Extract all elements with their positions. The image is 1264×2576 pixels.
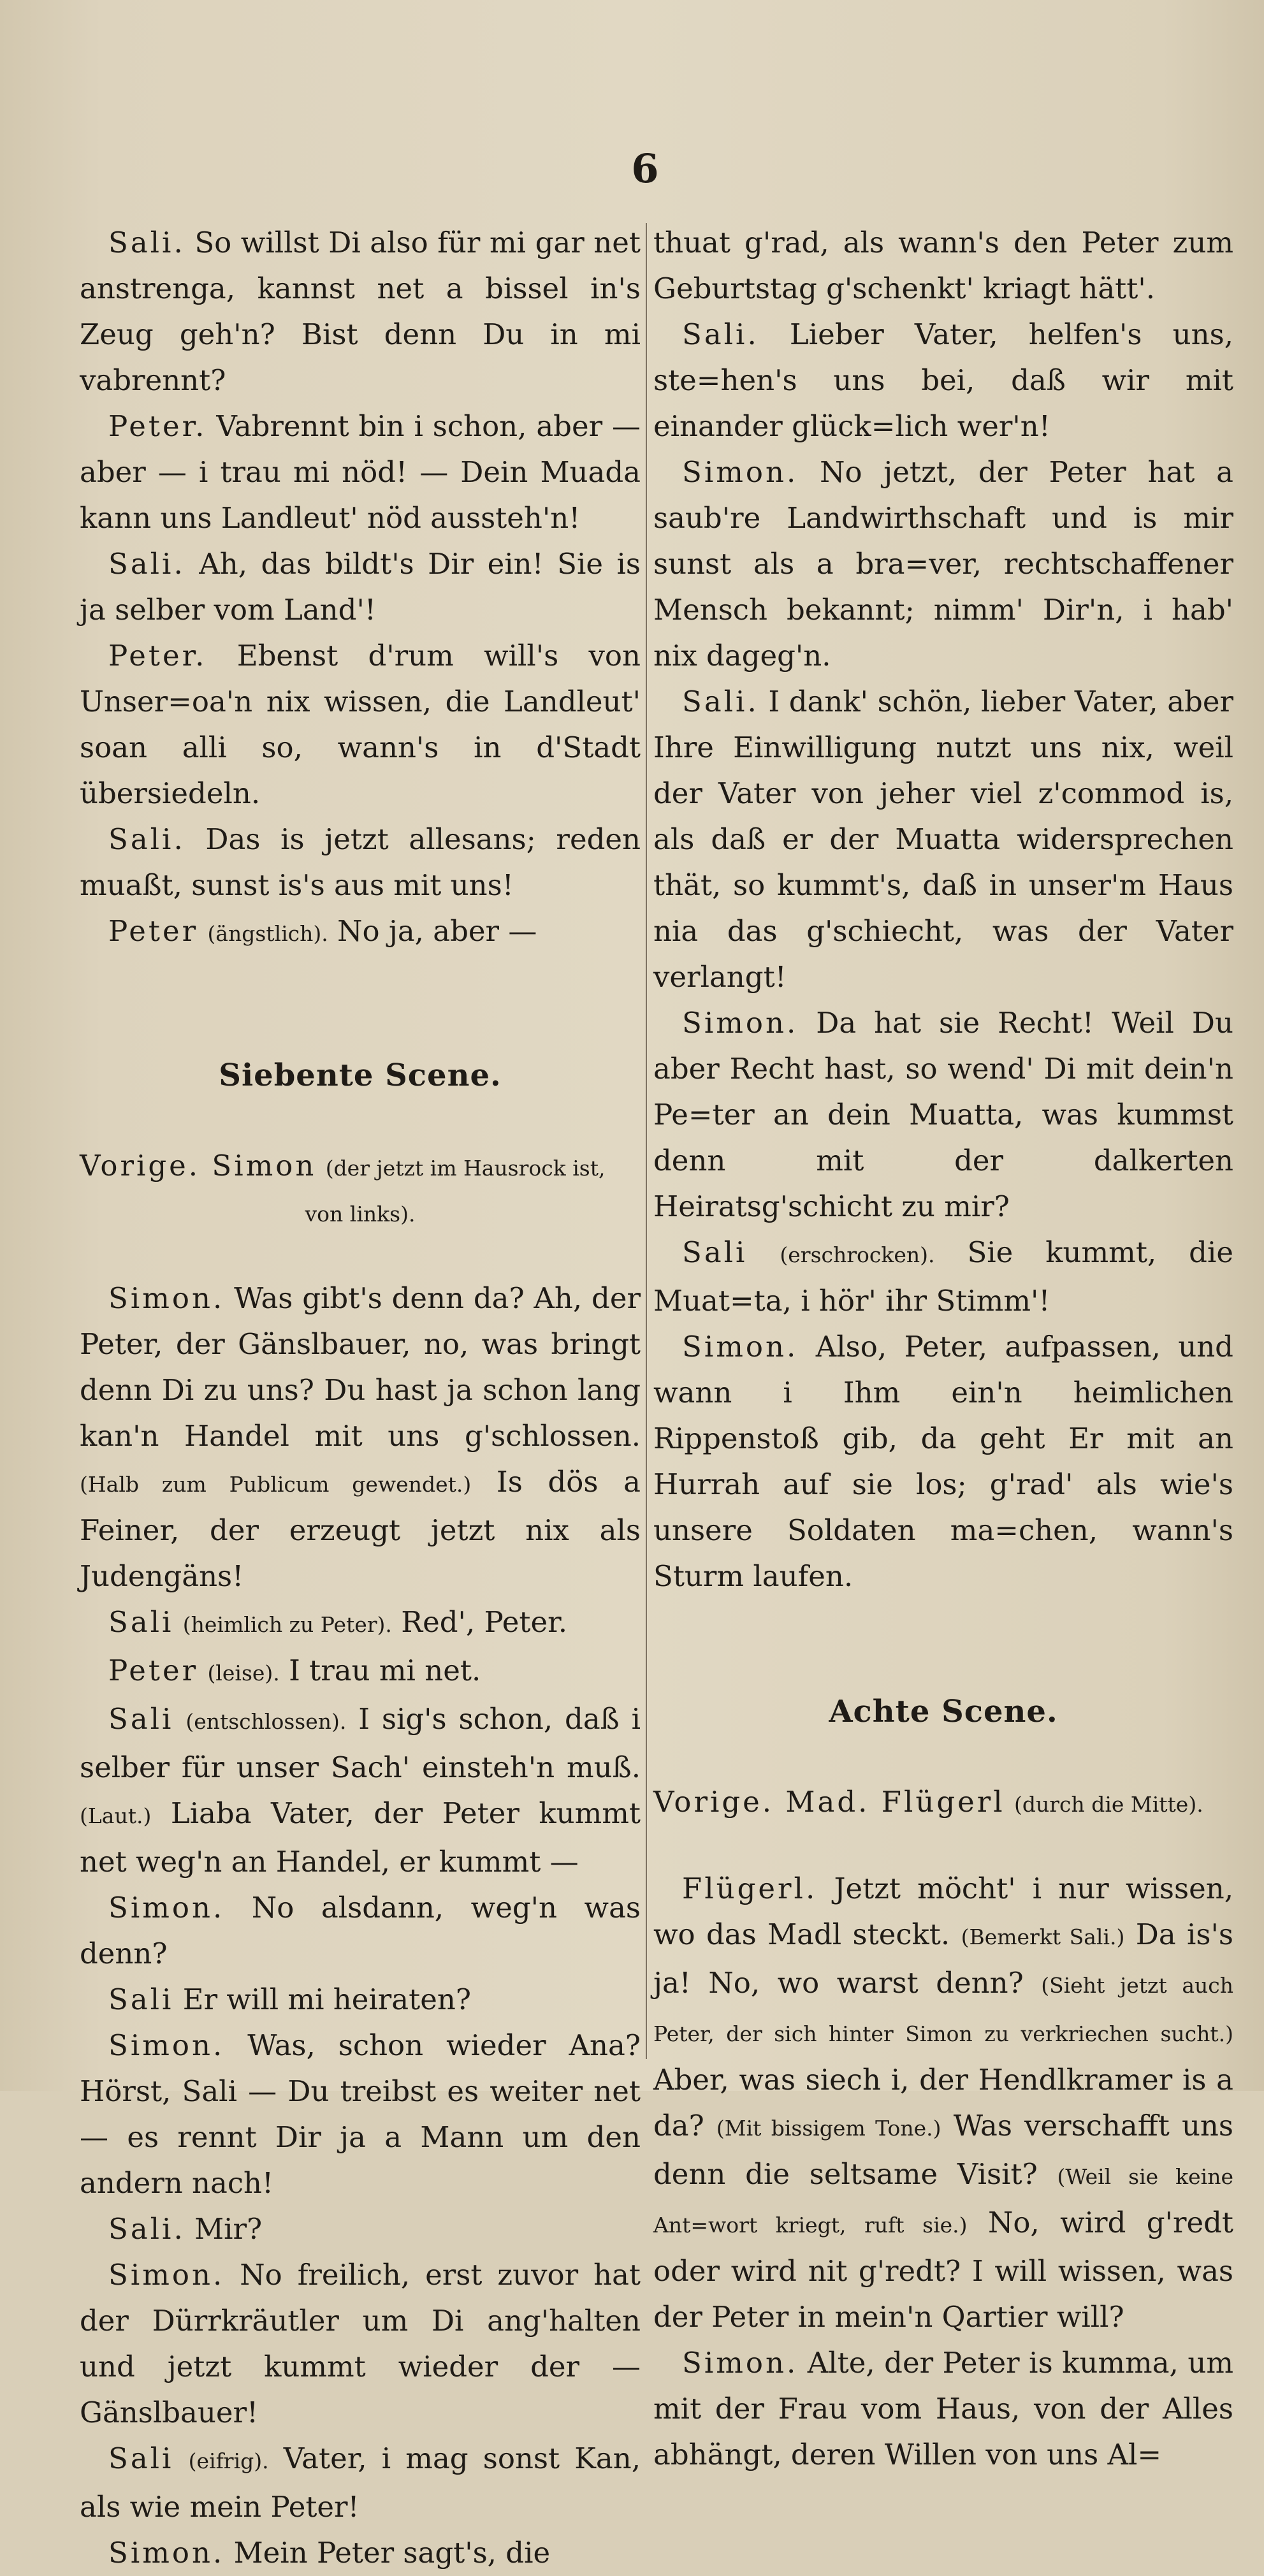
speaker-name: Peter. [108,639,207,673]
dialogue-line [80,633,641,817]
dialogue-line [653,1000,1233,1230]
stage-direction: (durch die Mitte). [1013,1792,1203,1817]
dialogue-line [80,1599,641,1648]
scene-stage-direction [80,1143,641,1237]
dialogue-line [80,2023,641,2206]
dialogue-line [80,1696,641,1885]
dialogue-line [80,404,641,541]
dialogue-line [80,2206,641,2252]
speaker-name: Sali. [682,317,759,351]
dialogue-text: Liaba Vater, der Peter kummt net weg'n an Handel, er kummt — [80,1796,641,1879]
stage-direction: (ängstlich). [207,921,328,946]
speaker-name: Simon. [682,2346,799,2380]
dialogue-line [653,1324,1233,1599]
dialogue-line [80,220,641,404]
dialogue-text: Red', Peter. [401,1605,568,1639]
dialogue-line [80,541,641,633]
stage-direction: (Laut.) [80,1803,152,1828]
speaker-name: Peter [108,1654,199,1687]
dialogue-text: Was, schon wieder Ana? Hörst, Sali — Du treibst es weiter net — es rennt Dir ja a Mann um den andern nach! [80,2028,641,2200]
dialogue-text: Alte, der Peter is kumma, um mit der Frau vom Haus, von der Alles abhängt, deren Willen von uns Al= [653,2346,1233,2471]
dialogue-line [653,1866,1233,2340]
dialogue-line [80,1885,641,1977]
stage-characters: Vorige. Mad. Flügerl [653,1785,1005,1819]
dialogue-text: No alsdann, weg'n was denn? [80,1891,641,1970]
speaker-name: Sali [108,1605,174,1639]
scene-heading: Siebente Scene. [219,1058,502,1093]
dialogue-text: Er will mi heiraten? [182,1983,471,2016]
speaker-name: Sali. [682,685,759,718]
dialogue-text: Jetzt möcht' i nur wissen, wo das Madl steckt. [653,1872,1233,1951]
speaker-name: Simon. [108,2536,225,2570]
dialogue-line [653,2340,1233,2478]
stage-direction: (leise). [207,1661,280,1685]
speaker-name: Peter [108,914,199,948]
dialogue-line [80,1648,641,1696]
dialogue-text: No, wird g'redt oder wird nit g'redt? I will wissen, was der Peter in mein'n Qartier will? [653,2206,1233,2334]
column-divider [646,223,647,2059]
stage-direction: (heimlich zu Peter). [182,1612,392,1637]
stage-direction-continued: von links). [305,1202,416,1226]
dialogue-text: Was verschafft uns denn die seltsame Visit? [653,2109,1233,2191]
stage-direction: (Bemerkt Sali.) [961,1925,1125,1949]
dialogue-continuation: thuat g'rad, als wann's den Peter zum Geburtstag g'schenkt' kriagt hätt'. [653,226,1233,305]
stage-direction: (erschrocken). [780,1242,935,1267]
dialogue-text: Aber, was siech i, der Hendlkramer is a da? [653,2063,1233,2143]
dialogue-text: Da hat sie Recht! Weil Du aber Recht hast, so wend' Di mit dein'n Pe=ter an dein Muatta, was kummst denn mit der dalkerten Heiratsg'schicht zu mir? [653,1006,1233,1223]
speaker-name: Simon. [108,1891,225,1925]
dialogue-text: Da is's ja! No, wo warst denn? [653,1917,1233,2000]
stage-direction: (eifrig). [188,2449,269,2473]
dialogue-text: Mir? [194,2212,263,2246]
stage-direction: (der jetzt im Hausrock ist, [325,1156,606,1181]
dialogue-line [80,2252,641,2436]
speaker-name: Simon. [682,1006,799,1040]
right-column [653,220,1233,2471]
speaker-name: Peter. [108,409,207,443]
stage-characters: Vorige. Simon [80,1149,317,1182]
dialogue-text: Was gibt's denn da? Ah, der Peter, der Gänslbauer, no, was bringt denn Di zu uns? Du hast ja schon lang kan'n Handel mit uns g'schlossen. [80,1281,641,1453]
speaker-name: Sali. [108,822,185,856]
speaker-name: Simon. [682,455,799,489]
dialogue-text: Sie kummt, die Muat=ta, i hör' ihr Stimm'! [653,1235,1233,1318]
stage-direction: (Halb zum Publicum gewendet.) [80,1472,472,1497]
speaker-name: Sali [682,1235,748,1269]
stage-direction: (Weil sie keine Ant=wort kriegt, ruft sie.) [653,2164,1233,2238]
dialogue-text: I sig's schon, daß i selber für unser Sach' einsteh'n muß. [80,1702,641,1784]
dialogue-text: No ja, aber — [337,914,537,948]
dialogue-text: Also, Peter, aufpassen, und wann i Ihm ein'n heimlichen Rippenstoß gib, da geht Er mit an Hurrah auf sie los; g'rad' als wie's unsere Soldaten ma=chen, wann's Sturm laufen. [653,1330,1233,1593]
dialogue-line [80,908,641,957]
page-number: 6 [631,145,659,192]
speaker-name: Flügerl. [682,1872,818,1905]
dialogue-line [80,1977,641,2023]
dialogue-line [80,2530,641,2576]
dialogue-text: So willst Di also für mi gar net anstrenga, kannst net a bissel in's Zeug geh'n? Bist denn Du in mi vabrennt? [80,226,641,397]
dialogue-line [80,2436,641,2530]
dialogue-text: Vabrennt bin i schon, aber — aber — i trau mi nöd! — Dein Muada kann uns Landleut' nöd aussteh'n! [80,409,641,535]
dialogue-text: No jetzt, der Peter hat a saub're Landwirthschaft und is mir sunst als a bra=ver, rechtschaffener Mensch bekannt; nimm' Dir'n, i hab' nix dageg'n. [653,455,1233,673]
speaker-name: Sali [108,1983,174,2016]
speaker-name: Sali [108,1702,174,1736]
dialogue-text: Is dös a Feiner, der erzeugt jetzt nix als Judengäns! [80,1465,641,1593]
dialogue-text: Ebenst d'rum will's von Unser=oa'n nix wissen, die Landleut' soan alli so, wann's in d'Stadt übersiedeln. [80,639,641,810]
dialogue-line [80,817,641,908]
speaker-name: Sali. [108,2212,185,2246]
dialogue-line [653,679,1233,1000]
dialogue-line [653,1230,1233,1324]
dialogue-text: Mein Peter sagt's, die [233,2536,551,2570]
speaker-name: Sali. [108,547,185,581]
scene-stage-direction [653,1779,1233,1828]
dialogue-text: Das is jetzt allesans; reden muaßt, sunst is's aus mit uns! [80,822,641,902]
dialogue-text: Ah, das bildt's Dir ein! Sie is ja selber vom Land'! [80,547,641,627]
dialogue-line [653,449,1233,679]
dialogue-line [653,312,1233,449]
dialogue-text: No freilich, erst zuvor hat der Dürrkräutler um Di ang'halten und jetzt kummt wieder der — Gänslbauer! [80,2258,641,2429]
speaker-name: Sali. [108,226,185,259]
dialogue-text: Vater, i mag sonst Kan, als wie mein Peter! [80,2441,641,2524]
dialogue-line [80,1276,641,1599]
scene-heading: Achte Scene. [829,1694,1058,1729]
speaker-name: Simon. [108,1281,225,1315]
speaker-name: Simon. [108,2258,225,2292]
speaker-name: Sali [108,2441,174,2475]
speaker-name: Simon. [682,1330,799,1364]
dialogue-text: I dank' schön, lieber Vater, aber Ihre Einwilligung nutzt uns nix, weil der Vater von jeher viel z'commod is, als daß er der Muatta widersprechen thät, so kummt's, daß in unser'm Haus nia das g'schiecht, was der Vater verlangt! [653,685,1233,994]
dialogue-text: Lieber Vater, helfen's uns, ste=hen's uns bei, daß wir mit einander glück=lich wer'n! [653,317,1233,443]
dialogue-text: I trau mi net. [289,1654,481,1687]
speaker-name: Simon. [108,2028,225,2062]
left-column [80,220,641,2570]
stage-direction: (Sieht jetzt auch Peter, der sich hinter Simon zu verkriechen sucht.) [653,1973,1233,2046]
stage-direction: (Mit bissigem Tone.) [716,2116,941,2141]
stage-direction: (entschlossen). [185,1709,347,1734]
